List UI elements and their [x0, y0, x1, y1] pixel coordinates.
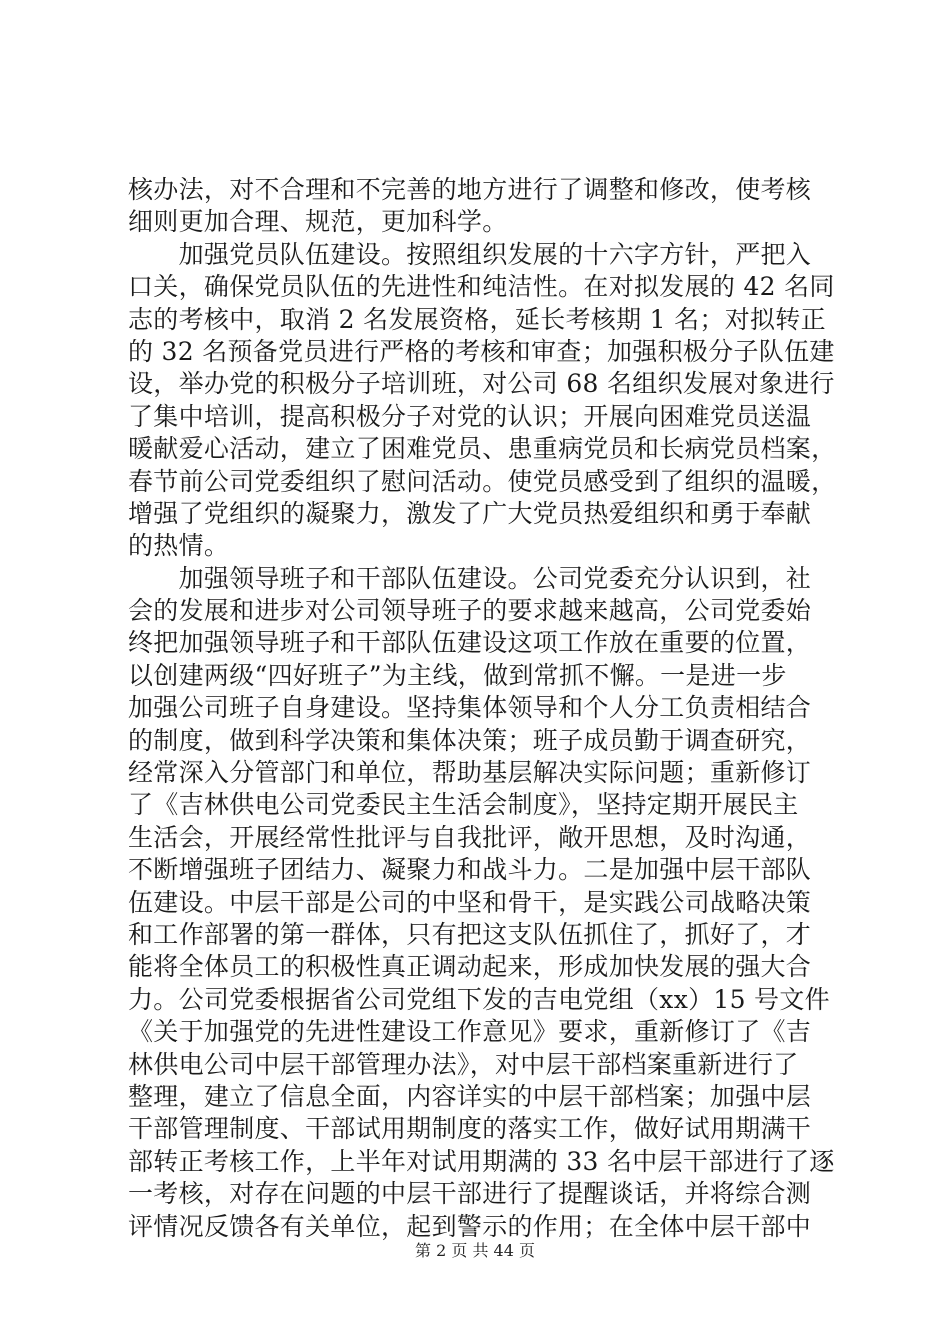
text-line: 加强党员队伍建设。按照组织发展的十六字方针，严把入: [128, 239, 812, 269]
text-line: 以创建两级“四好班子”为主线，做到常抓不懈。一是进一步: [128, 660, 787, 690]
text-line: 暖献爱心活动，建立了困难党员、患重病党员和长病党员档案，: [128, 434, 837, 464]
text-line: 评情况反馈各有关单位，起到警示的作用；在全体中层干部中: [128, 1211, 812, 1241]
text-line: 干部管理制度、干部试用期制度的落实工作，做好试用期满干: [128, 1114, 812, 1144]
text-line: 了集中培训，提高积极分子对党的认识；开展向困难党员送温: [128, 401, 812, 431]
text-line: 部转正考核工作，上半年对试用期满的 33 名中层干部进行了逐: [128, 1146, 835, 1176]
text-line: 整理，建立了信息全面，内容详实的中层干部档案；加强中层: [128, 1081, 812, 1111]
text-line: 生活会，开展经常性批评与自我批评，敞开思想，及时沟通，: [128, 822, 812, 852]
text-line: 的 32 名预备党员进行严格的考核和审查；加强积极分子队伍建: [128, 336, 835, 366]
page-footer: 第 2 页 共 44 页: [415, 1241, 535, 1260]
text-line: 林供电公司中层干部管理办法》，对中层干部档案重新进行了: [128, 1049, 799, 1079]
text-line: 会的发展和进步对公司领导班子的要求越来越高，公司党委始: [128, 596, 812, 626]
text-line: 增强了党组织的凝聚力，激发了广大党员热爱组织和勇于奉献: [128, 498, 812, 528]
text-line: 志的考核中，取消 2 名发展资格，延长考核期 1 名；对拟转正: [128, 304, 826, 334]
text-line: 不断增强班子团结力、凝聚力和战斗力。二是加强中层干部队: [128, 855, 812, 885]
text-line: 春节前公司党委组织了慰问活动。使党员感受到了组织的温暖，: [128, 466, 837, 496]
text-line: 细则更加合理、规范，更加科学。: [128, 207, 508, 237]
body-text: [128, 174, 840, 1243]
text-line: 了《吉林供电公司党委民主生活会制度》，坚持定期开展民主: [128, 790, 799, 820]
text-line: 能将全体员工的积极性真正调动起来，形成加快发展的强大合: [128, 952, 812, 982]
text-line: 的热情。: [128, 531, 230, 561]
text-line: 口关，确保党员队伍的先进性和纯洁性。在对拟发展的 42 名同: [128, 272, 835, 302]
text-line: 加强公司班子自身建设。坚持集体领导和个人分工负责相结合: [128, 693, 812, 723]
text-line: 核办法，对不合理和不完善的地方进行了调整和修改，使考核: [128, 175, 812, 204]
text-line: 和工作部署的第一群体，只有把这支队伍抓住了，抓好了，才: [128, 919, 812, 949]
text-line: 力。公司党委根据省公司党组下发的吉电党组（xx）15 号文件: [128, 984, 830, 1014]
text-line: 的制度，做到科学决策和集体决策；班子成员勤于调查研究，: [128, 725, 812, 755]
text-line: 终把加强领导班子和干部队伍建设这项工作放在重要的位置，: [128, 628, 812, 658]
text-line: 设，举办党的积极分子培训班，对公司 68 名组织发展对象进行: [128, 369, 835, 399]
text-line: 一考核，对存在问题的中层干部进行了提醒谈话，并将综合测: [128, 1179, 812, 1209]
text-line: 加强领导班子和干部队伍建设。公司党委充分认识到，社: [128, 563, 812, 593]
text-line: 《关于加强党的先进性建设工作意见》要求，重新修订了《吉: [128, 1017, 812, 1047]
text-line: 伍建设。中层干部是公司的中坚和骨干，是实践公司战略决策: [128, 887, 812, 917]
text-line: 经常深入分管部门和单位，帮助基层解决实际问题；重新修订: [128, 758, 812, 788]
